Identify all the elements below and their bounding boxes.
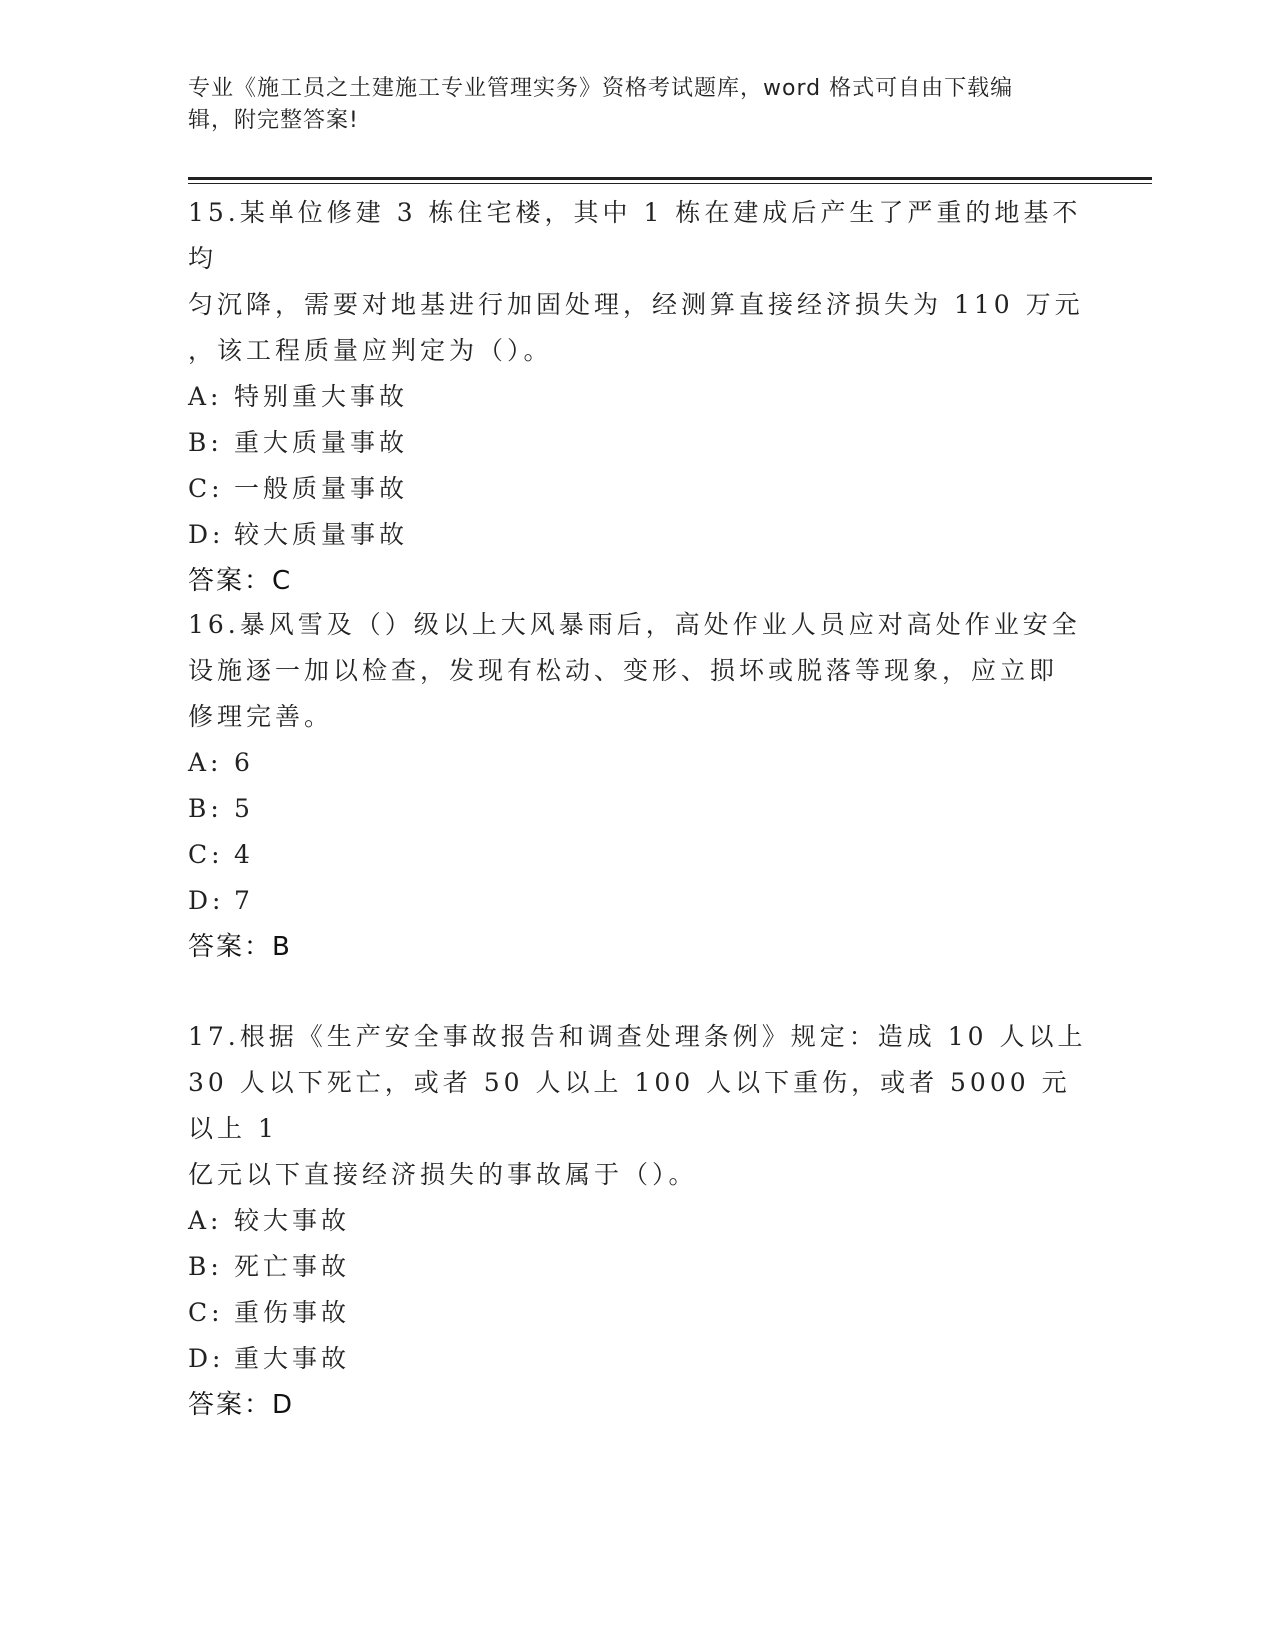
option-a xyxy=(188,1198,1088,1244)
option-key: C: xyxy=(188,474,224,503)
option-b xyxy=(188,786,1088,832)
stem-line: 匀沉降，需要对地基进行加固处理，经测算直接经济损失为 110 万元 xyxy=(188,290,1084,319)
header-line-1: 专业《施工员之土建施工专业管理实务》资格考试题库，word 格式可自由下载编 xyxy=(188,76,1014,101)
option-d xyxy=(188,878,1088,924)
stem-line: 设施逐一加以检查，发现有松动、变形、损坏或脱落等现象，应立即 xyxy=(188,656,1059,685)
option-b xyxy=(188,420,1088,466)
question-stem xyxy=(188,602,1088,740)
option-key: B: xyxy=(188,1252,223,1281)
option-key: D: xyxy=(188,886,225,915)
option-d xyxy=(188,512,1088,558)
option-c xyxy=(188,832,1088,878)
document-header xyxy=(188,73,1068,137)
option-d xyxy=(188,1336,1088,1382)
option-c xyxy=(188,466,1088,512)
stem-line: ，该工程质量应判定为（）。 xyxy=(188,336,553,365)
option-key: C: xyxy=(188,1298,224,1327)
option-key: D: xyxy=(188,1344,225,1373)
option-text: 较大质量事故 xyxy=(234,520,409,549)
option-text: 4 xyxy=(234,840,254,869)
option-c xyxy=(188,1290,1088,1336)
option-key: A: xyxy=(188,1206,223,1235)
option-text: 一般质量事故 xyxy=(234,474,409,503)
option-text: 5 xyxy=(234,794,254,823)
header-divider-thin xyxy=(188,183,1152,184)
answer-line: 答案：C xyxy=(188,566,293,596)
stem-line: 修理完善。 xyxy=(188,702,334,731)
question-17 xyxy=(188,1014,1088,1428)
stem-line: 15.某单位修建 3 栋住宅楼，其中 1 栋在建成后产生了严重的地基不均 xyxy=(188,198,1082,273)
option-key: A: xyxy=(188,748,223,777)
option-text: 重伤事故 xyxy=(234,1298,351,1327)
option-text: 6 xyxy=(234,748,254,777)
option-text: 特别重大事故 xyxy=(234,382,409,411)
stem-line: 17.根据《生产安全事故报告和调查处理条例》规定：造成 10 人以上 xyxy=(188,1022,1087,1051)
option-key: D: xyxy=(188,520,225,549)
option-key: C: xyxy=(188,840,224,869)
question-16 xyxy=(188,602,1088,970)
header-divider-thick xyxy=(188,177,1152,180)
stem-line: 30 人以下死亡，或者 50 人以上 100 人以下重伤，或者 5000 元以上 1 xyxy=(188,1068,1071,1143)
option-text: 重大事故 xyxy=(234,1344,351,1373)
question-stem xyxy=(188,1014,1088,1198)
stem-line: 16.暴风雪及（）级以上大风暴雨后，高处作业人员应对高处作业安全 xyxy=(188,610,1081,639)
option-text: 较大事故 xyxy=(234,1206,351,1235)
answer-line: 答案：D xyxy=(188,1390,295,1420)
option-key: A: xyxy=(188,382,223,411)
header-line-2: 辑，附完整答案! xyxy=(188,108,359,133)
answer-line: 答案：B xyxy=(188,932,292,962)
option-text: 7 xyxy=(234,886,254,915)
option-text: 重大质量事故 xyxy=(234,428,409,457)
option-key: B: xyxy=(188,794,223,823)
option-text: 死亡事故 xyxy=(234,1252,351,1281)
option-a xyxy=(188,740,1088,786)
question-stem xyxy=(188,190,1088,374)
stem-line: 亿元以下直接经济损失的事故属于（）。 xyxy=(188,1160,698,1189)
question-15 xyxy=(188,190,1088,604)
option-b xyxy=(188,1244,1088,1290)
option-key: B: xyxy=(188,428,223,457)
option-a xyxy=(188,374,1088,420)
